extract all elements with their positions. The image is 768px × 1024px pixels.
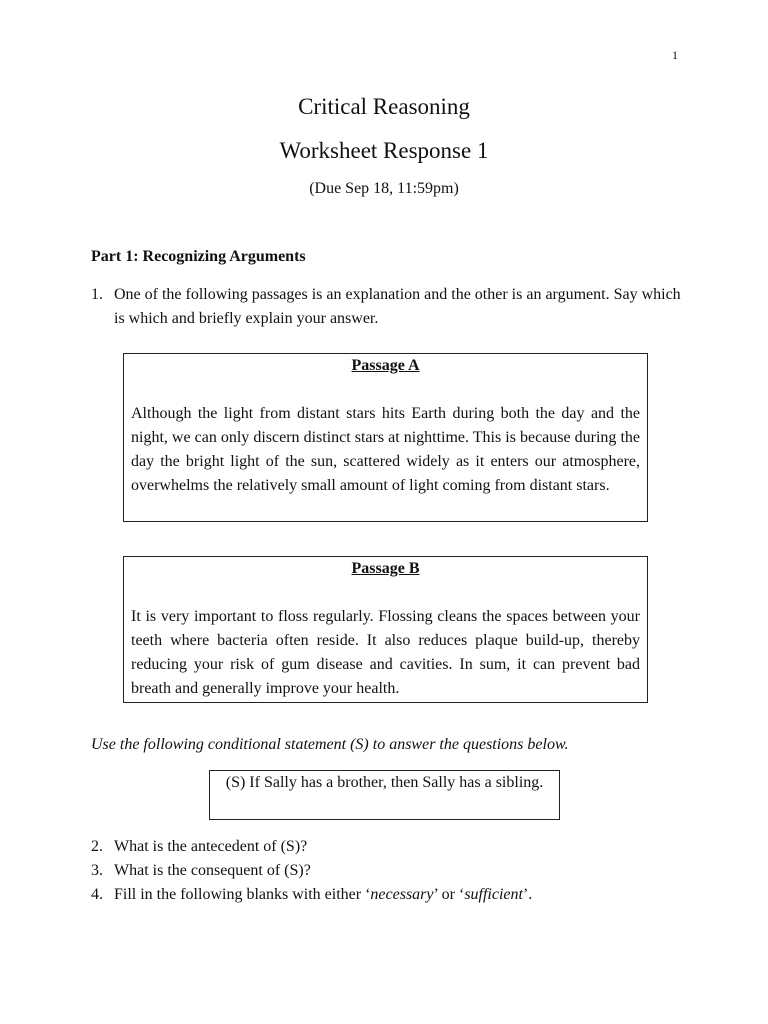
question-2 xyxy=(91,835,532,859)
part1-heading: Part 1: Recognizing Arguments xyxy=(91,248,306,265)
passage-a-box xyxy=(123,353,648,522)
term-necessary: necessary xyxy=(370,886,434,903)
question-text: What is the consequent of (S)? xyxy=(114,862,311,879)
passage-b-box xyxy=(123,556,648,703)
question-text-middle: ’ or ‘ xyxy=(433,886,465,903)
question-text: One of the following passages is an explanation and the other is an argument. Say which is which and briefly explain your answer. xyxy=(114,286,681,327)
question-number: 2. xyxy=(91,838,103,855)
due-date: (Due Sep 18, 11:59pm) xyxy=(309,180,459,197)
question-text: What is the antecedent of (S)? xyxy=(114,838,308,855)
question-4 xyxy=(91,883,532,907)
question-text-end: ’. xyxy=(522,886,533,903)
question-list xyxy=(91,835,532,907)
question-number: 4. xyxy=(91,886,103,903)
passage-b-body: It is very important to floss regularly. Flossing cleans the spaces between your teeth where bacteria often reside. It also reduces plaque build-up, thereby reducing your risk of gum disease and cavities. In sum, it can prevent bad breath and generally improve your health. xyxy=(131,608,640,697)
conditional-statement-box xyxy=(209,770,560,820)
question-1 xyxy=(91,283,691,331)
passage-b-title: Passage B xyxy=(351,560,420,577)
conditional-statement: (S) If Sally has a brother, then Sally has a sibling. xyxy=(225,774,544,791)
question-text: Fill in the following blanks with either ‘ xyxy=(114,886,371,903)
term-sufficient: sufficient xyxy=(464,886,523,903)
passage-a-title: Passage A xyxy=(351,357,420,374)
passage-a-body: Although the light from distant stars hits Earth during both the day and the night, we can only discern distinct stars at nighttime. This is because during the day the bright light of the sun, scattered widely as it enters our atmosphere, overwhelms the relatively small amount of light coming from distant stars. xyxy=(131,405,640,494)
document-title: Critical Reasoning xyxy=(298,94,470,119)
page-number: 1 xyxy=(672,48,678,62)
instruction-text: Use the following conditional statement (S) to answer the questions below. xyxy=(91,736,569,753)
question-number: 3. xyxy=(91,862,103,879)
question-number: 1. xyxy=(91,286,103,303)
document-subtitle: Worksheet Response 1 xyxy=(279,138,489,163)
question-3 xyxy=(91,859,532,883)
